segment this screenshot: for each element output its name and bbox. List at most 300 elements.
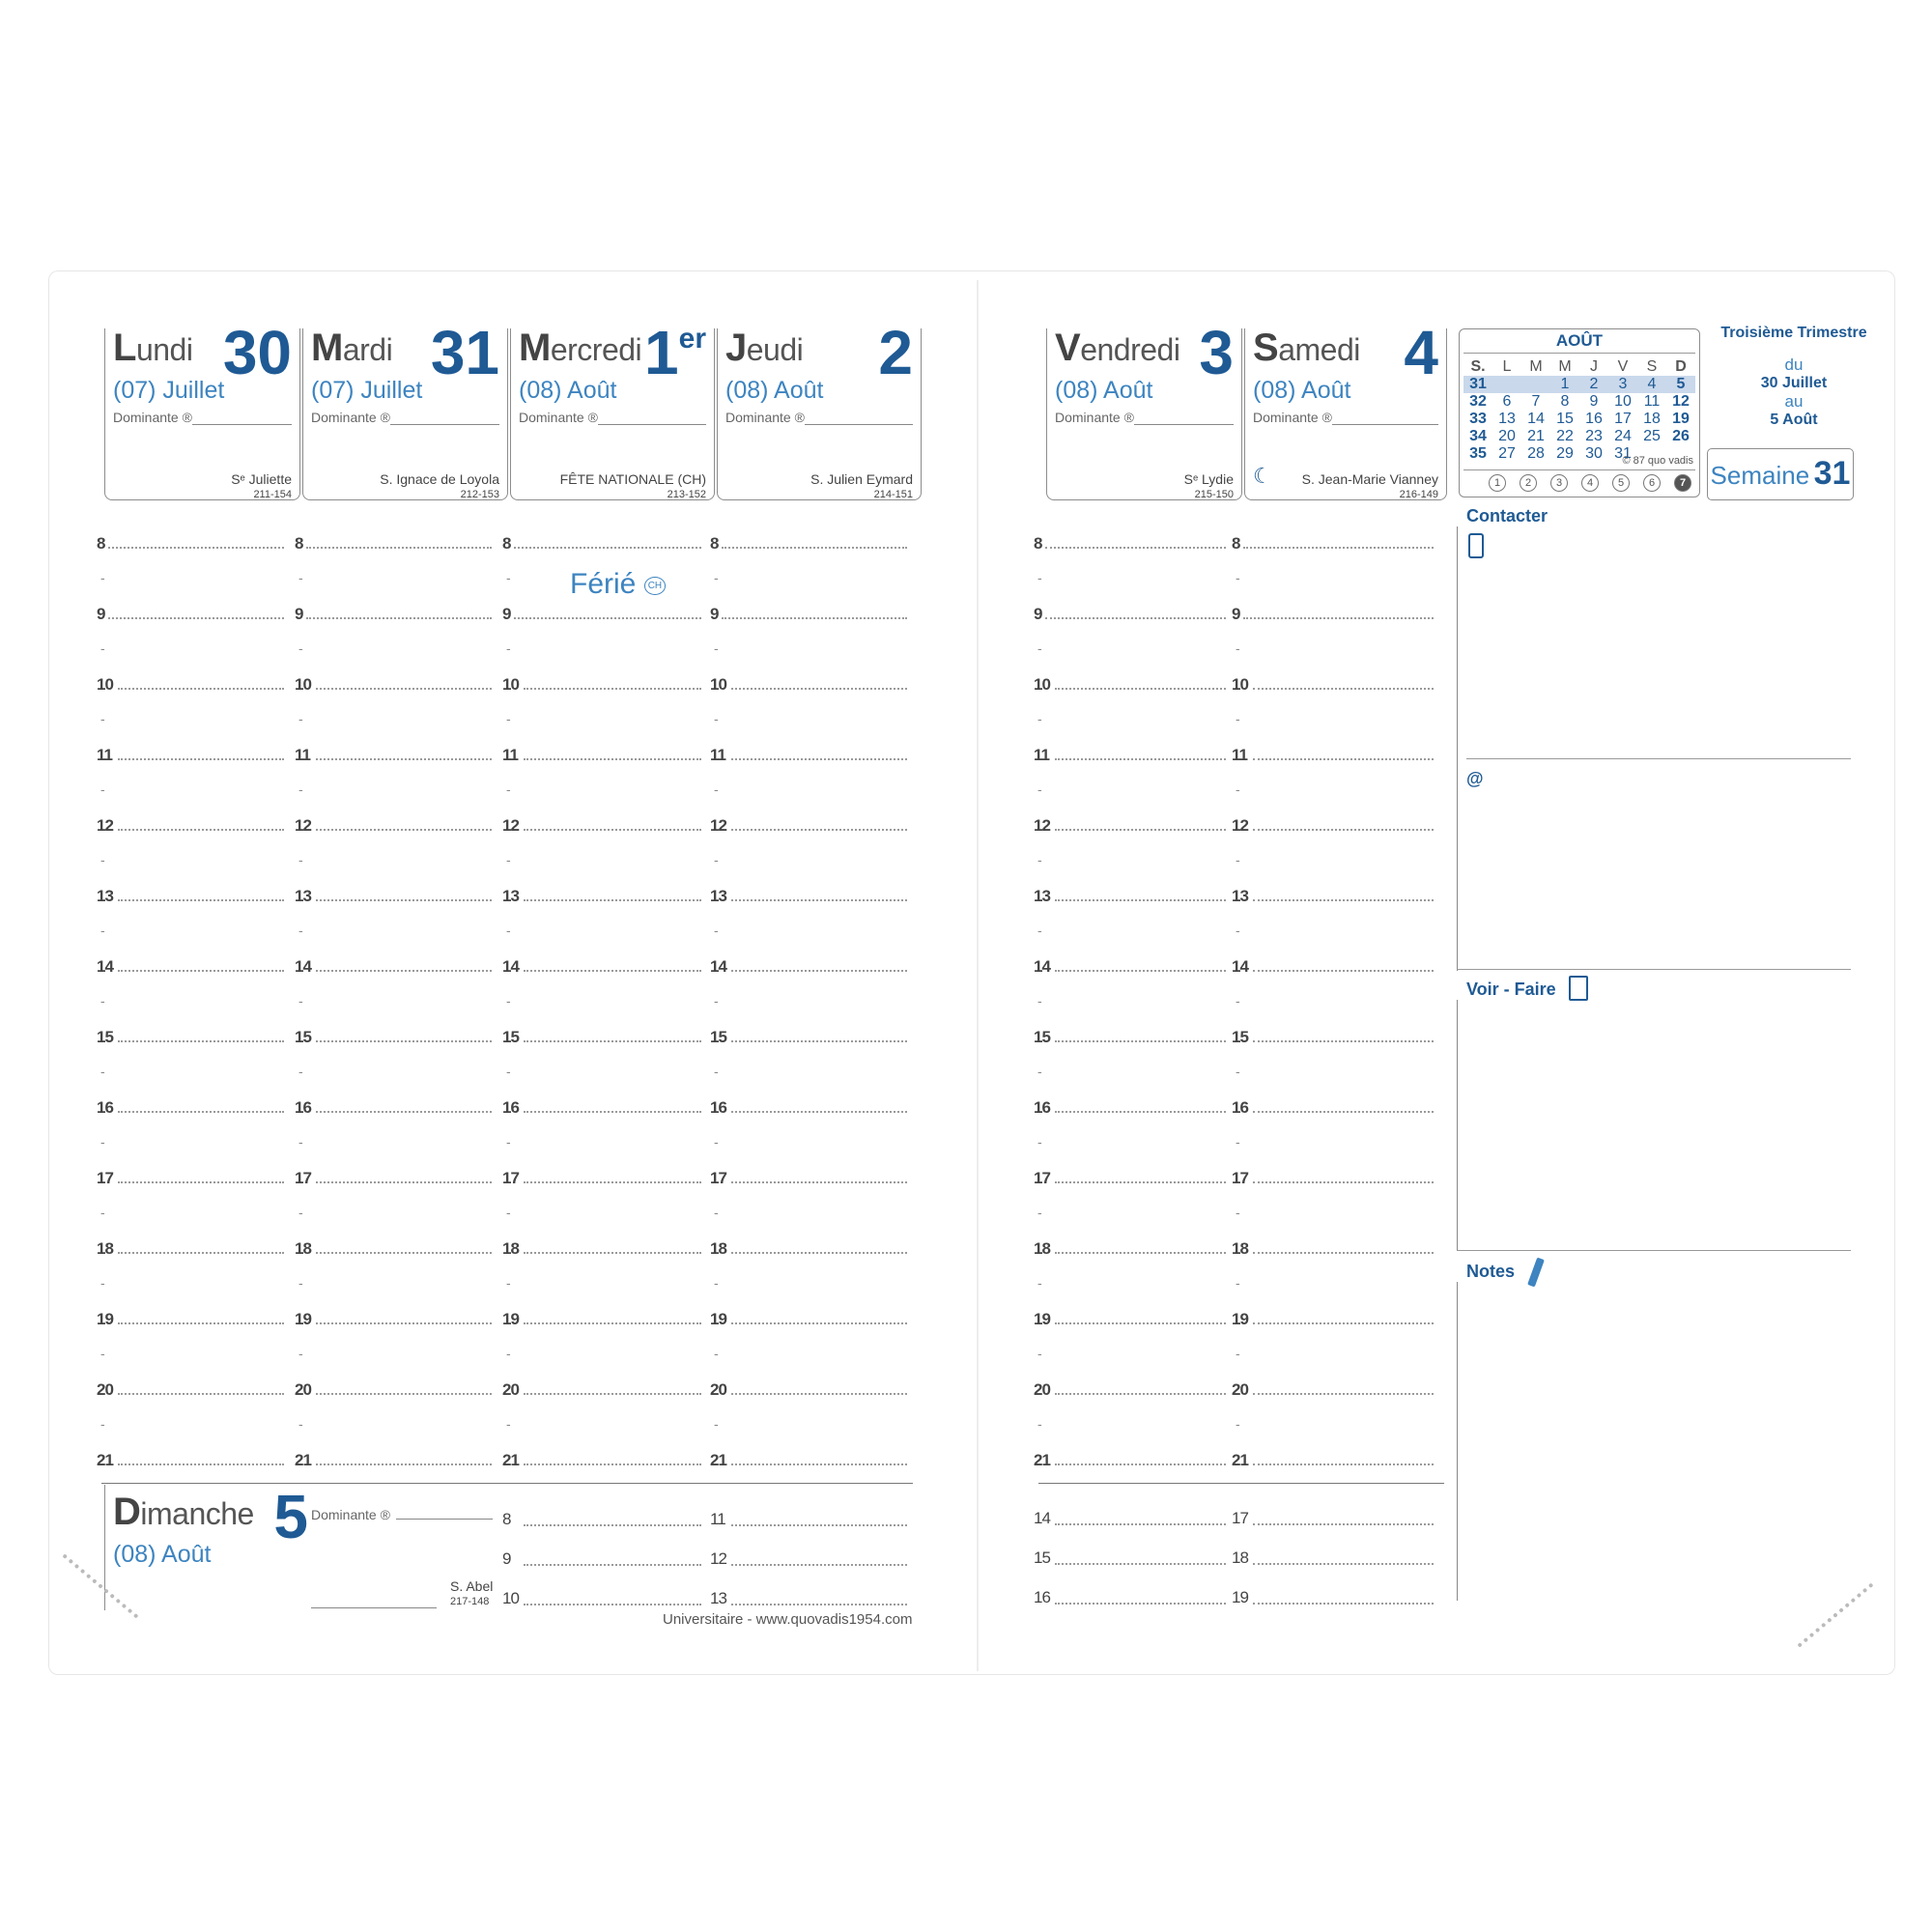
half-hour-mark: - — [100, 1346, 105, 1361]
extra-hour-label: 17 — [1232, 1509, 1248, 1527]
hour-label: 15 — [295, 1028, 311, 1046]
contact-title: Contacter — [1466, 506, 1548, 526]
half-hour-mark: - — [1236, 640, 1240, 656]
half-hour-mark: - — [714, 923, 719, 938]
saint-name: S. Jean-Marie Vianney — [1301, 471, 1438, 487]
half-hour-mark: - — [100, 993, 105, 1009]
sunday-hour-label: 13 — [710, 1589, 726, 1607]
half-hour-mark: - — [1236, 852, 1240, 867]
half-hour-mark: - — [1236, 1205, 1240, 1220]
todo-title: Voir - Faire — [1466, 980, 1556, 999]
quarter-start: 30 Juillet — [1760, 375, 1828, 391]
extra-hour-line — [1055, 1523, 1226, 1525]
hour-line — [1055, 1111, 1226, 1113]
sunday-bottom-line — [311, 1607, 437, 1608]
hour-line — [1253, 899, 1434, 901]
hour-line — [524, 1463, 701, 1465]
mini-calendar-cell — [1521, 376, 1550, 393]
hour-label: 12 — [97, 816, 113, 835]
sunday-code: 217-148 — [450, 1596, 490, 1607]
hour-line — [316, 970, 492, 972]
hour-line — [316, 1181, 492, 1183]
quarter-box — [1712, 325, 1876, 429]
hour-label: 9 — [1232, 605, 1240, 623]
day-name: Lundi — [113, 327, 193, 369]
half-hour-mark: - — [298, 1064, 303, 1079]
mini-calendar-cell: 22 — [1556, 428, 1574, 444]
half-hour-mark: - — [1236, 570, 1240, 585]
half-hour-mark: - — [298, 1416, 303, 1432]
hour-label: 16 — [710, 1098, 726, 1117]
mini-calendar-rule-2 — [1463, 469, 1695, 470]
mini-calendar-cell: 16 — [1585, 411, 1603, 427]
sunday-hour-line — [524, 1564, 701, 1566]
hour-line — [316, 758, 492, 760]
half-hour-mark: - — [714, 711, 719, 726]
hour-label: 12 — [502, 816, 519, 835]
hour-label: 21 — [1034, 1451, 1050, 1469]
half-hour-mark: - — [1236, 1346, 1240, 1361]
sunday-box — [104, 1482, 308, 1610]
hour-line — [306, 547, 492, 549]
hour-line — [1253, 1040, 1434, 1042]
hour-label: 20 — [295, 1380, 311, 1399]
hour-line — [731, 829, 907, 831]
email-divider — [1457, 969, 1851, 970]
hour-label: 10 — [295, 675, 311, 694]
hour-label: 13 — [1232, 887, 1248, 905]
hour-line — [108, 547, 284, 549]
mini-calendar-cell: 23 — [1585, 428, 1603, 444]
weekday-circle: 7 — [1674, 474, 1691, 492]
mini-calendar — [1459, 328, 1700, 497]
hour-line — [1055, 1252, 1226, 1254]
hour-line — [524, 829, 701, 831]
hour-label: 19 — [97, 1310, 113, 1328]
sunday-hour-line — [524, 1524, 701, 1526]
hour-line — [316, 1111, 492, 1113]
half-hour-mark: - — [714, 1064, 719, 1079]
hour-label: 8 — [97, 534, 105, 553]
dominante-line — [598, 424, 706, 425]
hour-label: 15 — [1232, 1028, 1248, 1046]
mini-calendar-header: S. — [1470, 358, 1486, 375]
hour-line — [108, 617, 284, 619]
mini-calendar-row — [1463, 428, 1695, 445]
day-number-value: 30 — [222, 318, 292, 387]
todo-divider — [1457, 1250, 1851, 1251]
half-hour-mark: - — [714, 1346, 719, 1361]
hour-label: 17 — [1232, 1169, 1248, 1187]
half-hour-mark: - — [298, 1275, 303, 1291]
half-hour-mark: - — [1236, 1275, 1240, 1291]
half-hour-mark: - — [1037, 993, 1042, 1009]
hour-label: 20 — [710, 1380, 726, 1399]
day-name: Mardi — [311, 327, 393, 369]
hour-label: 14 — [295, 957, 311, 976]
contact-divider — [1466, 758, 1851, 759]
mini-calendar-cell: 28 — [1527, 445, 1545, 462]
half-hour-mark: - — [1037, 1064, 1042, 1079]
half-hour-mark: - — [1037, 1205, 1042, 1220]
mini-calendar-cell: 2 — [1579, 376, 1608, 393]
sunday-hour-line — [731, 1524, 907, 1526]
hour-line — [1045, 547, 1226, 549]
hour-line — [731, 1463, 907, 1465]
holiday-label — [570, 568, 666, 601]
saint-name: FÊTE NATIONALE (CH) — [559, 471, 706, 487]
hour-label: 12 — [295, 816, 311, 835]
hour-label: 18 — [502, 1239, 519, 1258]
half-hour-mark: - — [298, 993, 303, 1009]
hour-line — [306, 617, 492, 619]
hour-label: 13 — [97, 887, 113, 905]
hour-line — [118, 758, 284, 760]
hour-label: 9 — [97, 605, 105, 623]
half-hour-mark: - — [100, 923, 105, 938]
half-hour-mark: - — [714, 1134, 719, 1150]
mini-calendar-cell: 19 — [1672, 411, 1690, 427]
hour-label: 15 — [97, 1028, 113, 1046]
half-hour-mark: - — [298, 923, 303, 938]
hour-line — [524, 899, 701, 901]
hour-line — [1055, 1040, 1226, 1042]
half-hour-mark: - — [714, 1416, 719, 1432]
hour-line — [731, 1322, 907, 1324]
hour-line — [524, 970, 701, 972]
mini-calendar-row — [1463, 411, 1695, 428]
hour-line — [118, 1111, 284, 1113]
hour-line — [1055, 899, 1226, 901]
hour-line — [316, 1252, 492, 1254]
weekday-circle: 1 — [1489, 474, 1506, 492]
dominante-label: Dominante ® — [113, 410, 192, 425]
half-hour-mark: - — [506, 1346, 511, 1361]
sunday-hour-label: 10 — [502, 1589, 519, 1607]
day-number-value: 31 — [430, 318, 499, 387]
mini-calendar-cell: 6 — [1502, 393, 1512, 410]
hour-line — [514, 617, 701, 619]
mini-calendar-cell: 30 — [1585, 445, 1603, 462]
hour-line — [118, 688, 284, 690]
hour-label: 8 — [502, 534, 511, 553]
extra-hour-label: 15 — [1034, 1548, 1050, 1567]
mini-calendar-cell: 5 — [1666, 376, 1695, 393]
day-month: (08) Août — [519, 377, 617, 404]
half-hour-mark: - — [100, 570, 105, 585]
saint-name: S. Ignace de Loyola — [380, 471, 499, 487]
day-code: 212-153 — [460, 489, 499, 500]
mini-calendar-cell: 20 — [1498, 428, 1516, 444]
mini-calendar-cell: 24 — [1614, 428, 1632, 444]
half-hour-mark: - — [1037, 852, 1042, 867]
dominante-line — [1134, 424, 1234, 425]
hour-line — [1253, 1181, 1434, 1183]
sunday-hour-label: 11 — [710, 1510, 725, 1528]
mini-calendar-cell: 8 — [1560, 393, 1570, 410]
mini-calendar-cell: 26 — [1672, 428, 1690, 444]
todo-border — [1457, 1000, 1458, 1251]
half-hour-mark: - — [714, 1205, 719, 1220]
hour-line — [1253, 1322, 1434, 1324]
hour-line — [1253, 970, 1434, 972]
extra-hour-line — [1253, 1563, 1434, 1565]
half-hour-mark: - — [506, 570, 511, 585]
half-hour-mark: - — [100, 1416, 105, 1432]
mini-calendar-copyright: © 87 quo vadis — [1622, 455, 1693, 467]
day-number — [431, 317, 499, 388]
holiday-badge: CH — [644, 577, 666, 595]
half-hour-mark: - — [506, 781, 511, 797]
half-hour-mark: - — [1037, 1346, 1042, 1361]
hour-label: 8 — [295, 534, 303, 553]
sunday-hour-line — [731, 1564, 907, 1566]
day-header-samedi — [1244, 318, 1447, 500]
extra-hour-label: 14 — [1034, 1509, 1050, 1527]
hour-label: 19 — [295, 1310, 311, 1328]
weekday-circle: 3 — [1550, 474, 1568, 492]
half-hour-mark: - — [100, 1205, 105, 1220]
hour-label: 10 — [97, 675, 113, 694]
half-hour-mark: - — [1037, 1416, 1042, 1432]
mini-calendar-month: AOÛT — [1555, 331, 1604, 350]
saint-name: Sᵉ Juliette — [231, 471, 292, 487]
mini-calendar-header: S — [1646, 358, 1658, 375]
hour-label: 13 — [295, 887, 311, 905]
hour-label: 16 — [1034, 1098, 1050, 1117]
dominante-label: Dominante ® — [725, 410, 805, 425]
half-hour-mark: - — [714, 570, 719, 585]
half-hour-mark: - — [1037, 923, 1042, 938]
sunday-hour-line — [731, 1604, 907, 1605]
half-hour-mark: - — [1236, 711, 1240, 726]
saturday-separator — [1038, 1483, 1444, 1484]
hour-line — [731, 899, 907, 901]
dominante-label: Dominante ® — [1253, 410, 1332, 425]
mini-calendar-cell: 31 — [1614, 445, 1632, 462]
hour-line — [118, 829, 284, 831]
mini-calendar-cell: 29 — [1556, 445, 1574, 462]
hour-line — [118, 970, 284, 972]
hour-line — [524, 1111, 701, 1113]
hour-label: 10 — [1034, 675, 1050, 694]
mini-calendar-cell: 25 — [1643, 428, 1661, 444]
mini-calendar-cell: 13 — [1498, 411, 1516, 427]
notes-title: Notes — [1466, 1262, 1516, 1281]
hour-label: 21 — [97, 1451, 113, 1469]
mini-calendar-cell: 14 — [1527, 411, 1545, 427]
hour-line — [524, 1252, 701, 1254]
half-hour-mark: - — [506, 1275, 511, 1291]
hour-line — [118, 1252, 284, 1254]
half-hour-mark: - — [1037, 1275, 1042, 1291]
hour-label: 12 — [1232, 816, 1248, 835]
hour-label: 18 — [710, 1239, 726, 1258]
hour-label: 14 — [1034, 957, 1050, 976]
hour-line — [731, 1393, 907, 1395]
hour-line — [316, 1322, 492, 1324]
hour-label: 20 — [97, 1380, 113, 1399]
hour-line — [722, 547, 907, 549]
hour-line — [524, 1393, 701, 1395]
half-hour-mark: - — [714, 852, 719, 867]
quarter-title: Troisième Trimestre — [1720, 325, 1867, 341]
email-icon: @ — [1466, 769, 1484, 788]
day-number-value: 1 — [644, 318, 679, 387]
mini-calendar-cell — [1492, 376, 1521, 393]
half-hour-mark: - — [298, 1134, 303, 1150]
hour-line — [1055, 688, 1226, 690]
hour-line — [731, 688, 907, 690]
mini-calendar-cell: 9 — [1589, 393, 1599, 410]
sunday-saint: S. Abel — [450, 1578, 494, 1594]
hour-line — [722, 617, 907, 619]
half-hour-mark: - — [298, 1205, 303, 1220]
hour-label: 11 — [502, 746, 518, 764]
half-hour-mark: - — [1236, 1416, 1240, 1432]
mini-calendar-cell: 27 — [1498, 445, 1516, 462]
half-hour-mark: - — [506, 852, 511, 867]
mini-calendar-cell: 11 — [1643, 393, 1661, 410]
hour-line — [731, 970, 907, 972]
hour-label: 9 — [710, 605, 719, 623]
day-name: Samedi — [1253, 327, 1360, 369]
week-label: Semaine — [1710, 461, 1810, 490]
hour-line — [316, 899, 492, 901]
hour-line — [316, 829, 492, 831]
hour-line — [1253, 758, 1434, 760]
mini-calendar-cell: 35 — [1469, 445, 1487, 462]
dominante-label: Dominante ® — [311, 410, 390, 425]
saint-name: Sᵉ Lydie — [1183, 471, 1234, 487]
half-hour-mark: - — [1037, 640, 1042, 656]
half-hour-mark: - — [1236, 1134, 1240, 1150]
hour-line — [1243, 547, 1434, 549]
hour-label: 10 — [502, 675, 519, 694]
sunday-hour-line — [524, 1604, 701, 1605]
contact-border — [1457, 526, 1458, 971]
day-number — [878, 317, 913, 388]
day-month: (08) Août — [1253, 377, 1351, 404]
sunday-hour-label: 9 — [502, 1549, 511, 1568]
half-hour-mark: - — [506, 640, 511, 656]
sunday-month: (08) Août — [113, 1541, 212, 1568]
half-hour-mark: - — [100, 640, 105, 656]
hour-label: 18 — [295, 1239, 311, 1258]
day-code: 213-152 — [667, 489, 706, 500]
hour-label: 13 — [1034, 887, 1050, 905]
day-name: Vendredi — [1055, 327, 1180, 369]
hour-label: 10 — [1232, 675, 1248, 694]
notepad-icon — [1569, 976, 1588, 1001]
hour-line — [1055, 970, 1226, 972]
hour-label: 15 — [1034, 1028, 1050, 1046]
hour-label: 19 — [710, 1310, 726, 1328]
hour-label: 8 — [1232, 534, 1240, 553]
mini-calendar-cell: 3 — [1608, 376, 1637, 393]
hour-line — [524, 758, 701, 760]
day-code: 215-150 — [1194, 489, 1234, 500]
hour-line — [731, 1252, 907, 1254]
hour-label: 9 — [1034, 605, 1042, 623]
half-hour-mark: - — [298, 640, 303, 656]
day-name: Mercredi — [519, 327, 642, 369]
hour-label: 21 — [295, 1451, 311, 1469]
holiday-text: Férié — [570, 568, 637, 600]
hour-label: 18 — [1232, 1239, 1248, 1258]
half-hour-mark: - — [506, 711, 511, 726]
weekday-circle: 6 — [1643, 474, 1661, 492]
mini-calendar-cell: 33 — [1469, 411, 1487, 427]
notes-border — [1457, 1282, 1458, 1601]
saint-name: S. Julien Eymard — [810, 471, 913, 487]
half-hour-mark: - — [1037, 1134, 1042, 1150]
hour-label: 14 — [502, 957, 519, 976]
mini-calendar-cell: 10 — [1614, 393, 1632, 410]
day-month: (07) Juillet — [311, 377, 423, 404]
hour-label: 17 — [97, 1169, 113, 1187]
quarter-end: 5 Août — [1770, 412, 1818, 428]
hour-line — [731, 1181, 907, 1183]
hour-line — [731, 1040, 907, 1042]
mini-calendar-cell: 15 — [1556, 411, 1574, 427]
half-hour-mark: - — [1037, 570, 1042, 585]
hour-line — [524, 1322, 701, 1324]
mini-calendar-cell: 18 — [1643, 411, 1661, 427]
hour-line — [731, 758, 907, 760]
half-hour-mark: - — [1236, 993, 1240, 1009]
hour-label: 20 — [1232, 1380, 1248, 1399]
half-hour-mark: - — [298, 1346, 303, 1361]
hour-line — [524, 688, 701, 690]
hour-label: 11 — [97, 746, 112, 764]
half-hour-mark: - — [1236, 1064, 1240, 1079]
moon-icon: ☾ — [1253, 464, 1272, 488]
hour-line — [1253, 1252, 1434, 1254]
extra-hour-line — [1055, 1603, 1226, 1605]
hour-label: 17 — [710, 1169, 726, 1187]
weekday-circle: 2 — [1520, 474, 1537, 492]
hour-label: 10 — [710, 675, 726, 694]
hour-label: 21 — [710, 1451, 726, 1469]
half-hour-mark: - — [100, 852, 105, 867]
spine-gutter — [977, 280, 979, 1671]
hour-label: 15 — [710, 1028, 726, 1046]
week-number: 31 — [1813, 455, 1851, 492]
dominante-label: Dominante ® — [519, 410, 598, 425]
hour-label: 16 — [1232, 1098, 1248, 1117]
half-hour-mark: - — [1037, 781, 1042, 797]
hour-line — [731, 1111, 907, 1113]
extra-hour-line — [1055, 1563, 1226, 1565]
hour-line — [118, 1040, 284, 1042]
hour-line — [524, 1181, 701, 1183]
half-hour-mark: - — [1236, 781, 1240, 797]
dominante-line — [192, 424, 292, 425]
sunday-number: 5 — [273, 1482, 308, 1551]
mini-calendar-header: D — [1675, 358, 1687, 375]
day-number: 4 — [1404, 318, 1438, 387]
mini-calendar-row — [1463, 393, 1695, 411]
week-box — [1707, 448, 1854, 500]
sunday-dominante-line — [396, 1519, 493, 1520]
hour-label: 12 — [1034, 816, 1050, 835]
hour-label: 11 — [710, 746, 725, 764]
half-hour-mark: - — [100, 1064, 105, 1079]
mini-calendar-cell: 34 — [1469, 428, 1487, 444]
half-hour-mark: - — [298, 570, 303, 585]
sunday-name: Dimanche — [113, 1491, 254, 1533]
